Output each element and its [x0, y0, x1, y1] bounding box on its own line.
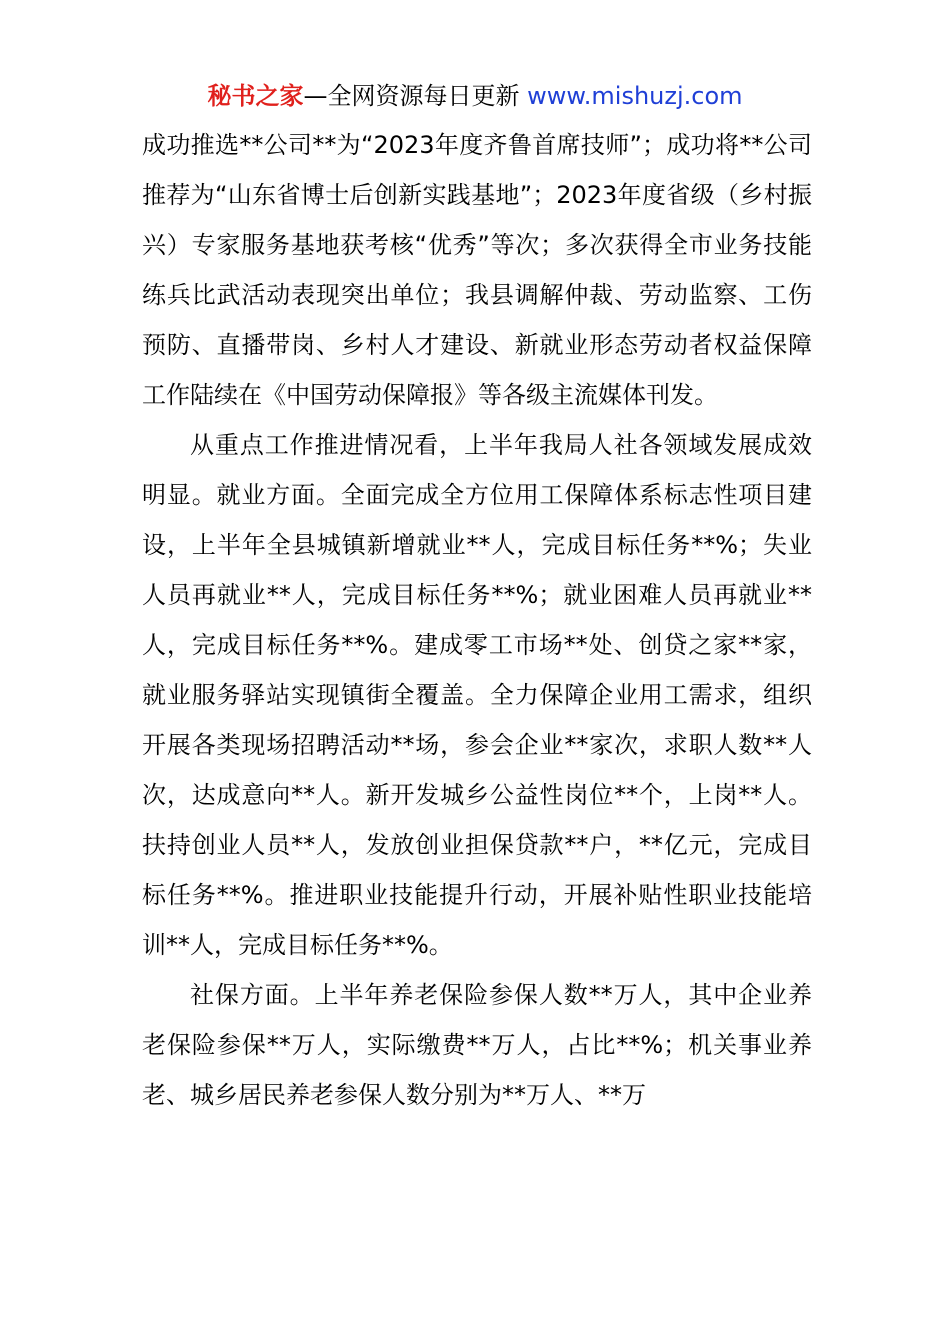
site-header [0, 80, 950, 112]
paragraph-continued: 成功推选**公司**为“2023年度齐鲁首席技师”；成功将**公司推荐为“山东省博士后创新实践基地”；2023年度省级（乡村振兴）专家服务基地获考核“优秀”等次；多次获得全市业务技能练兵比武活动表现突出单位；我县调解仲裁、劳动监察、工伤预防、直播带岗、乡村人才建设、新就业形态劳动者权益保障工作陆续在《中国劳动保障报》等各级主流媒体刊发。 [142, 131, 812, 409]
document-body [142, 120, 812, 1120]
site-brand: 秘书之家 [207, 82, 304, 110]
site-url-link[interactable]: www.mishuzj.com [527, 82, 743, 110]
paragraph-key-work: 从重点工作推进情况看，上半年我局人社各领域发展成效明显。就业方面。全面完成全方位用工保障体系标志性项目建设，上半年全县城镇新增就业**人，完成目标任务**%；失业人员再就业**人，完成目标任务**%；就业困难人员再就业**人，完成目标任务**%。建成零工市场**处、创贷之家**家，就业服务驿站实现镇街全覆盖。全力保障企业用工需求，组织开展各类现场招聘活动**场，参会企业**家次，求职人数**人次，达成意向**人。新开发城乡公益性岗位**个，上岗**人。扶持创业人员**人，发放创业担保贷款**户，**亿元，完成目标任务**%。推进职业技能提升行动，开展补贴性职业技能培训**人，完成目标任务**%。 [142, 431, 812, 959]
site-tagline: —全网资源每日更新 [303, 82, 520, 110]
paragraph-social-security: 社保方面。上半年养老保险参保人数**万人，其中企业养老保险参保**万人，实际缴费**万人，占比**%；机关事业养老、城乡居民养老参保人数分别为**万人、**万 [142, 981, 812, 1109]
